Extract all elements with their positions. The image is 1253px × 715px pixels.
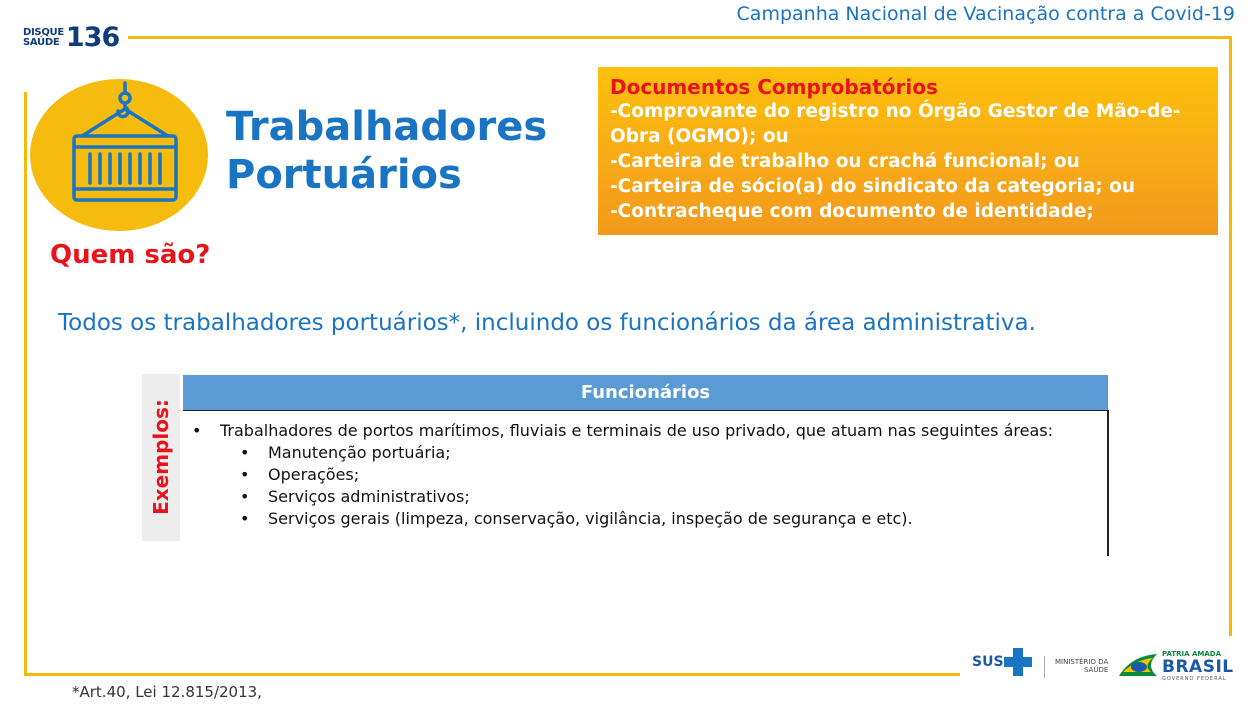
ministerio-logo xyxy=(1055,658,1108,674)
quem-sao-heading: Quem são? xyxy=(50,240,211,270)
documents-title: Documentos Comprobatórios xyxy=(610,75,938,99)
document-line-2: Obra (OGMO); ou xyxy=(610,126,789,147)
sus-cross-icon xyxy=(1004,648,1032,676)
brazil-flag-icon xyxy=(1117,650,1159,680)
footer-logos xyxy=(972,648,1234,684)
logo-separator xyxy=(1044,656,1045,678)
frame-top-border xyxy=(128,36,1232,39)
disque-number: 136 xyxy=(65,22,120,53)
cross-horizontal xyxy=(1004,657,1032,667)
sub-item-text: Operações; xyxy=(268,465,360,484)
ministerio-line-2: SAÚDE xyxy=(1083,666,1109,674)
document-line-3: -Carteira de trabalho ou crachá funcional; ou xyxy=(610,151,1080,172)
page-title xyxy=(226,103,547,199)
bullet: • xyxy=(240,509,250,528)
footnote: *Art.40, Lei 12.815/2013, xyxy=(72,683,262,701)
sub-item-text: Manutenção portuária; xyxy=(268,443,451,462)
saude-word: SAÚDE xyxy=(23,37,60,48)
ministerio-line-1: MINISTÉRIO DA xyxy=(1055,658,1109,666)
table-right-border xyxy=(1107,410,1109,556)
sub-list-item xyxy=(240,464,1053,486)
sus-logo-text: SUS xyxy=(972,654,1004,670)
frame-right-border xyxy=(1229,36,1232,636)
document-line-5: -Contracheque com documento de identidade; xyxy=(610,201,1094,222)
frame-bottom-border xyxy=(24,673,960,676)
sub-item-text: Serviços gerais (limpeza, conservação, vigilância, inspeção de segurança e etc). xyxy=(268,509,913,528)
title-line-1: Trabalhadores xyxy=(226,104,548,150)
list-item xyxy=(192,420,1053,442)
disque-saude-words xyxy=(23,28,64,48)
bullet: • xyxy=(192,421,202,440)
shipping-container-icon xyxy=(30,79,208,232)
sub-list-item xyxy=(240,486,1053,508)
examples-table-header: Funcionários xyxy=(183,375,1108,410)
documents-box xyxy=(598,67,1218,235)
bullet: • xyxy=(240,487,250,506)
frame-left-border xyxy=(24,92,27,676)
examples-side-label: Exemplos: xyxy=(149,399,173,515)
title-line-2: Portuários xyxy=(226,152,462,198)
bullet: • xyxy=(240,465,250,484)
examples-list xyxy=(192,420,1053,530)
sub-list-item xyxy=(240,508,1053,530)
sub-item-text: Serviços administrativos; xyxy=(268,487,470,506)
bullet: • xyxy=(240,443,250,462)
brasil-text: BRASIL xyxy=(1162,657,1234,677)
governo-federal-text: GOVERNO FEDERAL xyxy=(1162,676,1227,682)
campaign-title: Campanha Nacional de Vacinação contra a Covid-19 xyxy=(736,3,1235,25)
patria-amada-text: PÁTRIA AMADA xyxy=(1162,650,1222,658)
main-item-text: Trabalhadores de portos marítimos, fluviais e terminais de uso privado, que atuam nas seguintes áreas: xyxy=(220,421,1053,440)
document-line-1: -Comprovante do registro no Órgão Gestor de Mão-de- xyxy=(610,101,1181,122)
table-divider xyxy=(183,410,1109,411)
sub-list-item xyxy=(240,442,1053,464)
disque-saude-logo xyxy=(23,22,120,53)
disque-word: DISQUE xyxy=(23,27,64,38)
document-line-4: -Carteira de sócio(a) do sindicato da categoria; ou xyxy=(610,176,1136,197)
lead-text: Todos os trabalhadores portuários*, incluindo os funcionários da área administrativa. xyxy=(58,310,1036,336)
